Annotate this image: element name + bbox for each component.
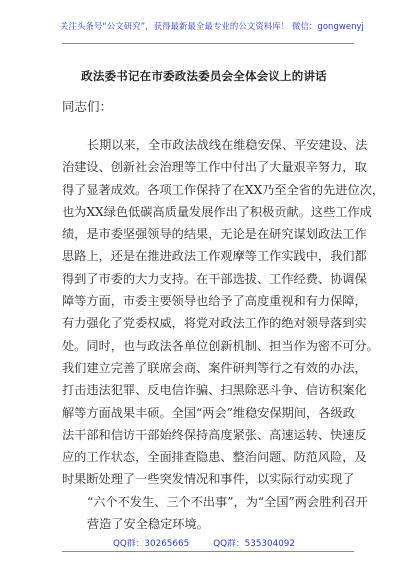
body-line: 有力强化了党委权威，将党对政法工作的绝对领导落到实 [62,316,367,331]
document-title: 政法委书记在市委政法委员会全体会议上的讲话 [81,69,327,83]
qq-group-1: QQ群：30265665 [112,539,190,549]
body-line: 绩，是市委坚强领导的结果，无论是在研究谋划政法工作 [62,227,367,242]
salutation: 同志们： [62,99,113,114]
body-line: 治建设、创新社会治理等工作中付出了大量艰辛努力，取 [62,160,367,175]
body-line: “六个不发生、三个不出事”，为“全国”两会胜利召开 [87,494,368,509]
body-line: 得到了市委的大力支持。在干部选拔、工作经费、协调保 [62,271,367,286]
body-text [62,134,385,535]
body-line: 得了显著成效。各项工作保持了在XX乃至全省的先进位次， [62,182,385,197]
body-line: 长期以来，全市政法战线在维稳安保、平安建设、法 [87,138,368,152]
footer-divider [62,551,354,552]
promo-banner: 关注头条号“公文研究”，获得最新最全最专业的公文资料库！ 微信：gongwenyj [60,21,364,31]
body-line: 也为XX绿色低碳高质量发展作出了积极贡献。这些工作成 [62,204,372,219]
body-line: 时果断处理了一些突发情况和事件，以实际行动实现了 [62,472,355,487]
body-line: 思路上，还是在推进政法工作观摩等工作实践中，我们都 [62,249,367,264]
body-line: 障等方面，市委主要领导也给予了高度重视和有力保障， [62,294,367,309]
body-line: 处。同时，也与政法各单位创新机制、担当作为密不可分。 [62,338,379,353]
body-line: 法干部和信访干部始终保持高度紧张、高速运转、快速反 [62,427,367,442]
body-line: 营造了安全稳定环境。 [87,517,209,532]
body-line: 我们建立完善了联席会商、案件研判等行之有效的办法， [62,360,367,375]
header-divider [62,43,354,44]
qq-group-2: QQ群：535304092 [213,539,296,549]
footer-contact [0,536,408,549]
body-line: 应的工作状态，全面排查隐患、整治问题、防范风险，及 [62,450,367,465]
body-line: 解等方面战果丰硕。全国“两会”维稳安保期间，各级政 [62,405,355,420]
body-line: 打击违法犯罪、反电信诈骗、扫黑除恶斗争、信访积案化 [62,383,367,398]
